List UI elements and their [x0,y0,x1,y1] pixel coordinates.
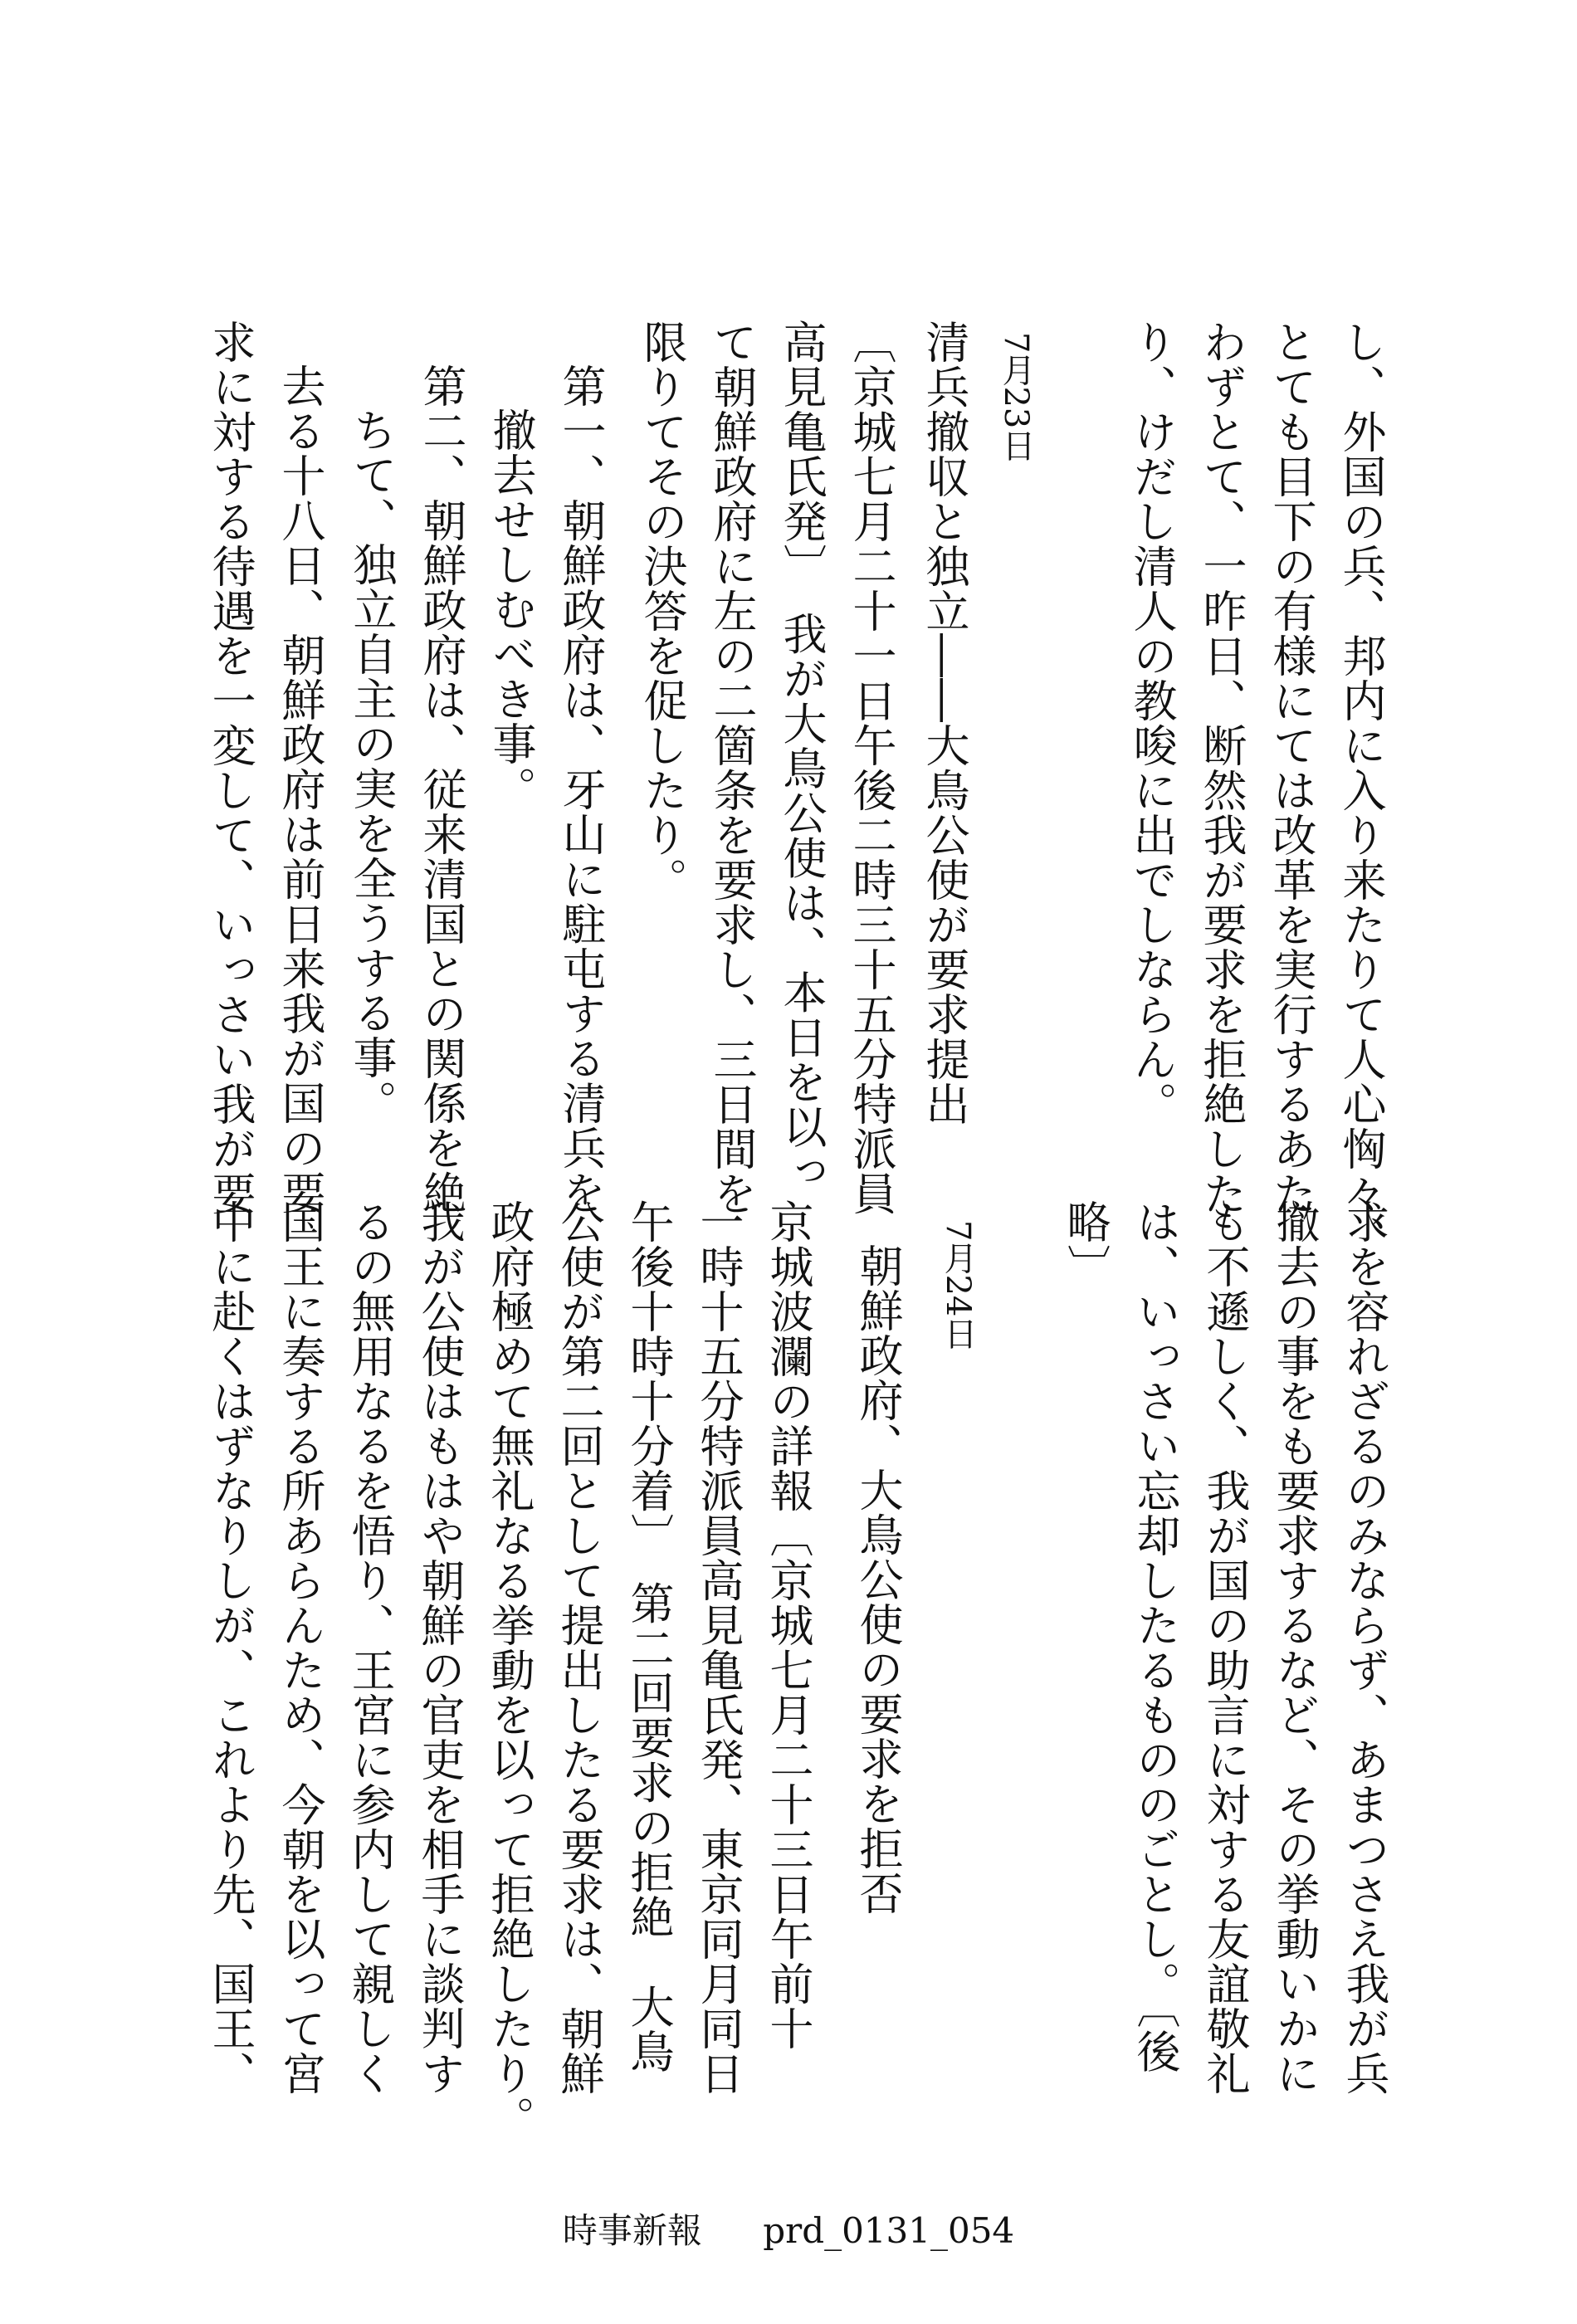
text-line: とても目下の有様にては改革を実行するあた [1266,320,1316,1216]
headline-text: 朝鮮政府、大鳥公使の要求を拒否 [852,1243,903,1916]
article-date: 7月23日 [997,332,1035,462]
article-body-cont [195,320,334,1216]
text-line: 略〕 [1060,1199,1111,1289]
item-one-cont: 撤去せしむべき事。 [486,408,536,811]
text-line: 求に対する待遇を一変して、いっさい我が要 [205,320,256,1216]
text-line: るの無用なるを悟り、王宮に参内して親しく [344,1199,395,2096]
item-two-cont: ちて、独立自主の実を全うする事。 [346,408,397,1125]
article-continuation-top [1116,320,1395,1261]
text-line: 去る十八日、朝鮮政府は前日来我が国の要 [275,364,325,1215]
text-line: 求を容れざるのみならず、あまつさえ我が兵 [1339,1199,1389,2096]
article-headline [909,320,979,1158]
text-line: は、いっさい忘却したるもののごとし。〔後 [1130,1199,1180,2074]
text-line: も不遜しく、我が国の助言に対する友誼敬礼 [1199,1199,1250,2096]
text-line: 政府極めて無礼なる挙動を以って拒絶したり。 [484,1199,535,2141]
item-two: 第二、朝鮮政府は、従来清国との関係を絶 [416,364,466,1215]
article-headline [842,1199,912,2038]
article-item-list [336,320,615,1215]
article-body [195,1199,823,2141]
source-name: 時事新報 [562,2210,702,2251]
text-line: 中に赴くはずなりしが、これより先、国王、 [205,1199,256,2096]
text-line: 公使が第二回として提出したる要求は、朝鮮 [554,1199,604,2096]
text-line: 午後十時十分着〕 第二回要求の拒絶 大鳥 [623,1199,674,2074]
text-line: て朝鮮政府に左の二箇条を要求し、三日間を [706,320,757,1216]
headline-text: 清兵撤収と独立――大鳥公使が要求提出 [919,320,969,1126]
text-line: 一時十五分特派員高見亀氏発、東京同月同日 [693,1199,744,2096]
text-line: し、外国の兵、邦内に入り来たりて人心恟々、 [1335,320,1386,1261]
text-line: 京城波瀾の詳報〔京城七月二十三日午前十 [763,1199,813,2051]
text-line: わずとて、一昨日、断然我が要求を拒絶した [1196,320,1247,1216]
article-body [627,320,906,1216]
text-line: 〔京城七月二十一日午後二時三十五分特派員 [846,320,896,1216]
text-line: 限りてその決答を促したり。 [637,320,687,902]
item-one: 第一、朝鮮政府は、牙山に駐屯する清兵を [555,364,606,1215]
text-line: 国王に奏する所あらんため、今朝を以って宮 [275,1199,325,2096]
page-footer [0,2204,1577,2253]
text-line: 高見亀氏発〕 我が大鳥公使は、本日を以っ [776,320,827,1194]
article-continuation-bottom [1050,1199,1399,2096]
document-code: prd_0131_054 [763,2210,1015,2251]
text-line: り、けだし清人の教唆に出でしならん。 [1126,320,1177,1126]
article-date: 7月24日 [939,1220,977,1350]
text-line: 撤去の事をも要求するなど、その挙動いかに [1269,1199,1320,2096]
text-line: 我が公使はもはや朝鮮の官吏を相手に談判す [414,1199,465,2096]
